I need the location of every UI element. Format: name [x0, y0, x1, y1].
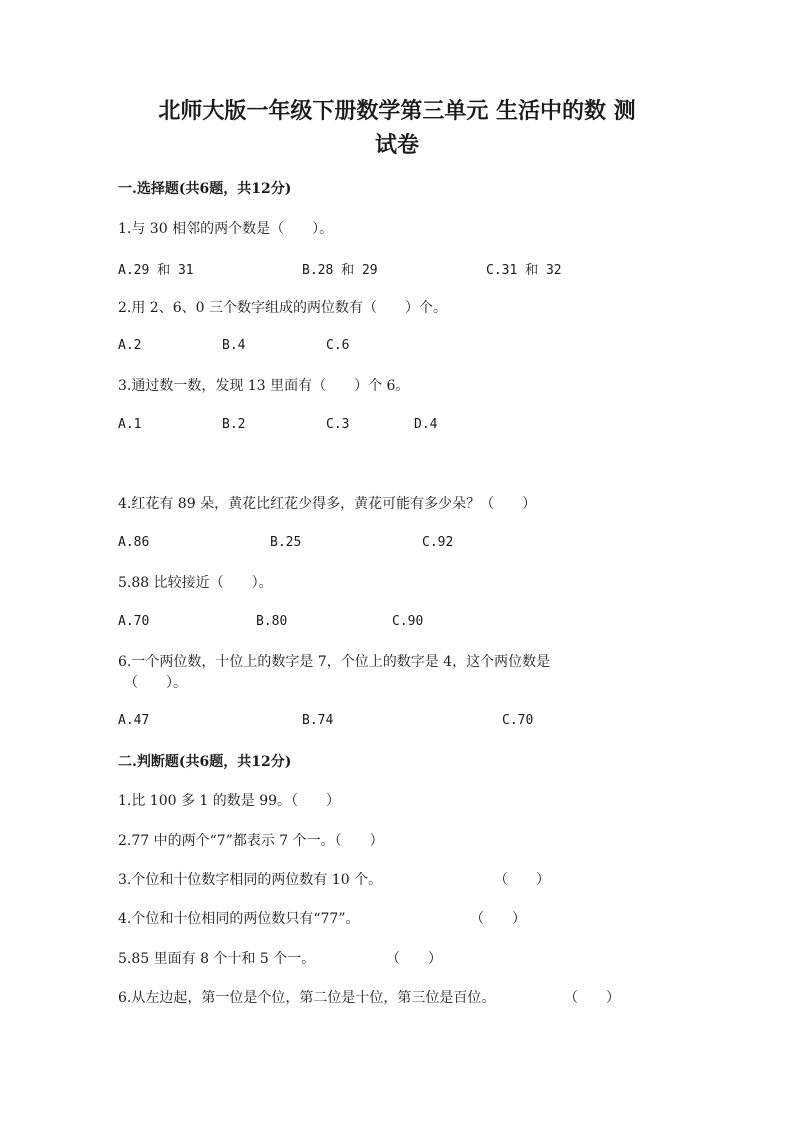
- option-b: B.80: [256, 614, 288, 629]
- option-b: B.4: [222, 338, 246, 353]
- option-b: B.2: [222, 417, 246, 432]
- option-a: A.2: [118, 338, 142, 353]
- tf-question-4: 4.个位和十位相同的两位数只有“77”。: [118, 911, 360, 927]
- option-c: C.92: [422, 535, 454, 550]
- question-2: 2.用 2、6、0 三个数字组成的两位数有（ ）个。: [118, 300, 447, 316]
- section-heading-true-false: 二.判断题(共6题，共12分): [118, 754, 292, 770]
- option-c: C.31 和 32: [486, 263, 562, 278]
- answer-paren: （ ）: [494, 872, 550, 888]
- option-c: C.90: [392, 614, 424, 629]
- option-b: B.28 和 29: [302, 263, 378, 278]
- option-a: A.70: [118, 614, 150, 629]
- tf-question-5: 5.85 里面有 8 个十和 5 个一。: [118, 951, 316, 967]
- option-b: B.74: [302, 713, 334, 728]
- answer-paren: （ ）: [470, 911, 526, 927]
- option-a: A.29 和 31: [118, 263, 194, 278]
- question-5: 5.88 比较接近（ ）。: [118, 575, 273, 591]
- option-b: B.25: [270, 535, 302, 550]
- option-d: D.4: [414, 417, 438, 432]
- page-title: 北师大版一年级下册数学第三单元 生活中的数 测: [158, 98, 636, 124]
- question-4: 4.红花有 89 朵，黄花比红花少得多，黄花可能有多少朵？（ ）: [118, 496, 537, 512]
- tf-question-1: 1.比 100 多 1 的数是 99。（ ）: [118, 793, 341, 809]
- answer-paren: （ ）: [386, 951, 442, 967]
- page-title-line2: 试卷: [374, 132, 419, 158]
- question-3: 3.通过数一数，发现 13 里面有（ ）个 6。: [118, 378, 410, 394]
- question-1: 1.与 30 相邻的两个数是（ ）。: [118, 221, 334, 237]
- option-c: C.3: [326, 417, 350, 432]
- question-6-continued: （ ）。: [124, 675, 187, 691]
- tf-question-2: 2.77 中的两个“7”都表示 7 个一。（ ）: [118, 833, 384, 849]
- option-a: A.86: [118, 535, 150, 550]
- question-6: 6.一个两位数，十位上的数字是 7，个位上的数字是 4，这个两位数是: [118, 654, 551, 670]
- option-c: C.70: [502, 713, 534, 728]
- option-c: C.6: [326, 338, 350, 353]
- tf-question-6: 6.从左边起，第一位是个位，第二位是十位，第三位是百位。: [118, 990, 496, 1006]
- option-a: A.1: [118, 417, 142, 432]
- section-heading-choice: 一.选择题(共6题，共12分): [118, 181, 292, 197]
- tf-question-3: 3.个位和十位数字相同的两位数有 10 个。: [118, 872, 383, 888]
- answer-paren: （ ）: [564, 990, 620, 1006]
- option-a: A.47: [118, 713, 150, 728]
